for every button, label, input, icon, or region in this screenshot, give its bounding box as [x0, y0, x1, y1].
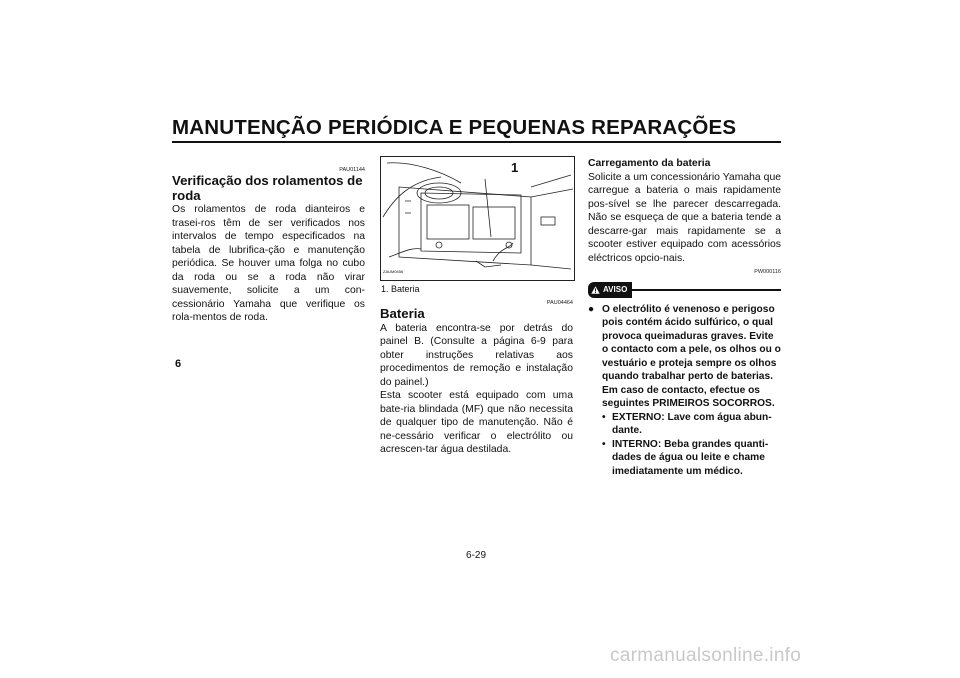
bullet-icon: •: [602, 411, 606, 423]
warning-code: PW000116: [754, 269, 781, 275]
section-code: PAU01144: [339, 167, 365, 173]
warning-sub-item: [588, 438, 781, 479]
watermark: carmanualsonline.info: [610, 645, 802, 666]
section-heading: Verificação dos rolamentos de roda: [172, 173, 363, 203]
page-number: 6-29: [466, 550, 487, 561]
middle-column: [380, 300, 573, 457]
warning-sub-text: EXTERNO: Lave com água abun-dante.: [612, 411, 772, 436]
warning-bullet: [588, 303, 781, 411]
section-body: A bateria encontra-se por detrás do painel B. (Consulte a página 6-9 para obter instruções relativas aos procedimentos de remoção e instalação do painel.): [380, 322, 573, 388]
figure-callout: 1: [511, 160, 519, 175]
figure-id: ZAUM0456: [383, 269, 404, 274]
page-title: MANUTENÇÃO PERIÓDICA E PEQUENAS REPARAÇÕES: [172, 116, 737, 139]
left-column: [172, 167, 365, 325]
chapter-tab: 6: [175, 358, 182, 370]
figure-caption: 1. Bateria: [381, 284, 420, 294]
section-body: Os rolamentos de roda dianteiros e trasei-ros têm de ser verificados nos intervalos de tempo especificados na tabela de lubrifica-ção e manutenção periódica. Se houver uma folga no cubo da roda ou se a roda não virar suavemente, solicite a um con-cessionário Yamaha que verifique os rola-mentos de roda.: [172, 204, 365, 323]
warning-text: O electrólito é venenoso e perigoso pois contém ácido sulfúrico, o qual provoca queimaduras graves. Evite o contacto com a pele, os olhos ou o vestuário e proteja sempre os olhos quando trabalhar perto de baterias. Em caso de contacto, efectue os seguintes PRIMEIROS SOCORROS.: [602, 303, 781, 409]
warning-badge: [588, 282, 632, 298]
warning-sub-item: [588, 411, 781, 438]
section-body: Esta scooter está equipado com uma bate-ria blindada (MF) que não necessita de qualquer tipo de manutenção. Não é ne-cessário verificar o electrólito ou acrescen-tar água destilada.: [380, 390, 573, 455]
warning-triangle-icon: [591, 286, 600, 294]
warning-body: [588, 303, 781, 479]
warning-rule: [632, 289, 781, 291]
warning-header: [588, 282, 781, 298]
right-column: [588, 157, 781, 478]
title-rule: [172, 141, 781, 143]
subheading: Carregamento da bateria: [588, 158, 711, 169]
warning-label: AVISO: [603, 285, 628, 294]
battery-figure: [380, 156, 575, 281]
bullet-dot-icon: ●: [588, 303, 595, 315]
warning-sub-text: INTERNO: Beba grandes quanti-dades de água ou leite e chame imediatamente um médico.: [612, 438, 769, 477]
section-code: PAU04464: [546, 300, 573, 306]
section-heading: Bateria: [380, 306, 425, 321]
section-body: Solicite a um concessionário Yamaha que carregue a bateria o mais rapidamente pos-sível se lhe parecer descarregada. Não se esqueça de que a bateria tende a descarre-gar mais rapidamente se a scooter estiver equipado com acessórios eléctricos opcio-nais.: [588, 171, 781, 264]
bullet-icon: •: [602, 438, 606, 450]
battery-illustration: [381, 157, 574, 280]
